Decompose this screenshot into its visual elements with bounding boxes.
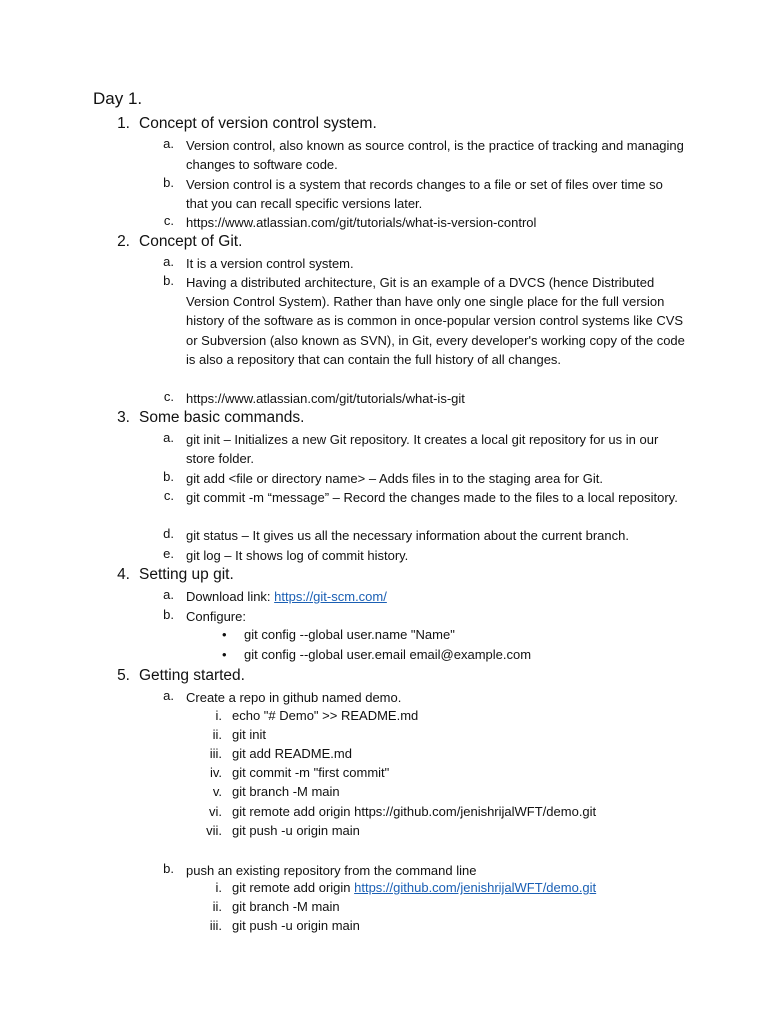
item-label: c. — [163, 488, 174, 503]
step-text: git push -u origin main — [232, 823, 360, 838]
step-number: i. — [215, 880, 222, 895]
item-text: git commit -m “message” – Record the changes made to the files to a local repository. — [186, 490, 678, 505]
section-title: Setting up git. — [139, 566, 234, 583]
step-prefix: git remote add origin — [232, 880, 355, 895]
step-number: iii. — [209, 746, 222, 761]
step-number: vi. — [209, 804, 222, 819]
section-number: 5. — [117, 667, 130, 684]
item-text: push an existing repository from the command line — [186, 863, 477, 878]
item-text: git status – It gives us all the necessary information about the current branch. — [186, 528, 629, 543]
section-number: 4. — [117, 566, 130, 583]
bullet-icon: • — [222, 647, 227, 662]
step-text: git remote add origin https://github.com/jenishrijalWFT/demo.git — [232, 804, 597, 819]
step-text: git add README.md — [232, 746, 352, 761]
item-url-text: https://www.atlassian.com/git/tutorials/what-is-git — [186, 391, 465, 406]
item-label: c. — [163, 389, 174, 404]
section-title: Concept of version control system. — [139, 115, 377, 132]
item-text: Having a distributed architecture, Git is an example of a DVCS (hence Distributed Version Control System). Rather than have only one single place for the full version history of the software as is common in once-popular version control systems like CVS or Subversion (also known as SVN), in Git, every developer's working copy of the code is also a repository that can contain the full history of all changes. — [186, 275, 685, 367]
step-text: echo "# Demo" >> README.md — [232, 708, 419, 723]
item-text: git init – Initializes a new Git repository. It creates a local git repository for us in our store folder. — [186, 432, 659, 467]
item-text: git add <file or directory name> – Adds files in to the staging area for Git. — [186, 471, 603, 486]
item-url-text: https://www.atlassian.com/git/tutorials/what-is-version-control — [186, 215, 537, 230]
item-label: a. — [163, 430, 174, 445]
bullet-text: git config --global user.email email@example.com — [244, 647, 532, 662]
section-number: 3. — [117, 409, 130, 426]
section-number: 2. — [117, 233, 130, 250]
step-number: ii. — [212, 727, 222, 742]
item-label: b. — [163, 861, 174, 876]
bullet-text: git config --global user.name "Name" — [244, 627, 455, 642]
item-text: Version control is a system that records changes to a file or set of files over time so that you can recall specific versions later. — [186, 177, 663, 212]
item-label: d. — [163, 526, 174, 541]
step-number: ii. — [212, 899, 222, 914]
item-label: a. — [163, 254, 174, 269]
item-label: b. — [163, 273, 174, 288]
step-number: vii. — [206, 823, 222, 838]
item-label: a. — [163, 136, 174, 151]
page-title: Day 1. — [93, 89, 143, 108]
configure-text: Configure: — [186, 609, 246, 624]
step-number: iii. — [209, 918, 222, 933]
download-item — [186, 587, 686, 606]
section-title: Some basic commands. — [139, 409, 305, 426]
item-text: git log – It shows log of commit history. — [186, 548, 409, 563]
repo-link[interactable]: https://github.com/jenishrijalWFT/demo.git — [354, 880, 597, 895]
step-number: v. — [212, 784, 222, 799]
item-text: Create a repo in github named demo. — [186, 690, 402, 705]
bullet-icon: • — [222, 627, 227, 642]
item-text: It is a version control system. — [186, 256, 354, 271]
item-label: a. — [163, 587, 174, 602]
download-link[interactable]: https://git-scm.com/ — [274, 589, 387, 604]
step-text: git commit -m "first commit" — [232, 765, 390, 780]
item-label: b. — [163, 175, 174, 190]
section-title: Getting started. — [139, 667, 245, 684]
step-text: git init — [232, 727, 266, 742]
item-label: b. — [163, 607, 174, 622]
step-text: git branch -M main — [232, 784, 340, 799]
step-text: git branch -M main — [232, 899, 340, 914]
item-label: c. — [163, 213, 174, 228]
step-text — [232, 880, 596, 895]
item-label: e. — [163, 546, 174, 561]
step-number: iv. — [209, 765, 222, 780]
item-label: a. — [163, 688, 174, 703]
section-title: Concept of Git. — [139, 233, 243, 250]
section-number: 1. — [117, 115, 130, 132]
download-prefix: Download link: — [186, 589, 275, 604]
step-number: i. — [215, 708, 222, 723]
step-text: git push -u origin main — [232, 918, 360, 933]
item-text: Version control, also known as source control, is the practice of tracking and managing changes to software code. — [186, 138, 684, 173]
item-label: b. — [163, 469, 174, 484]
